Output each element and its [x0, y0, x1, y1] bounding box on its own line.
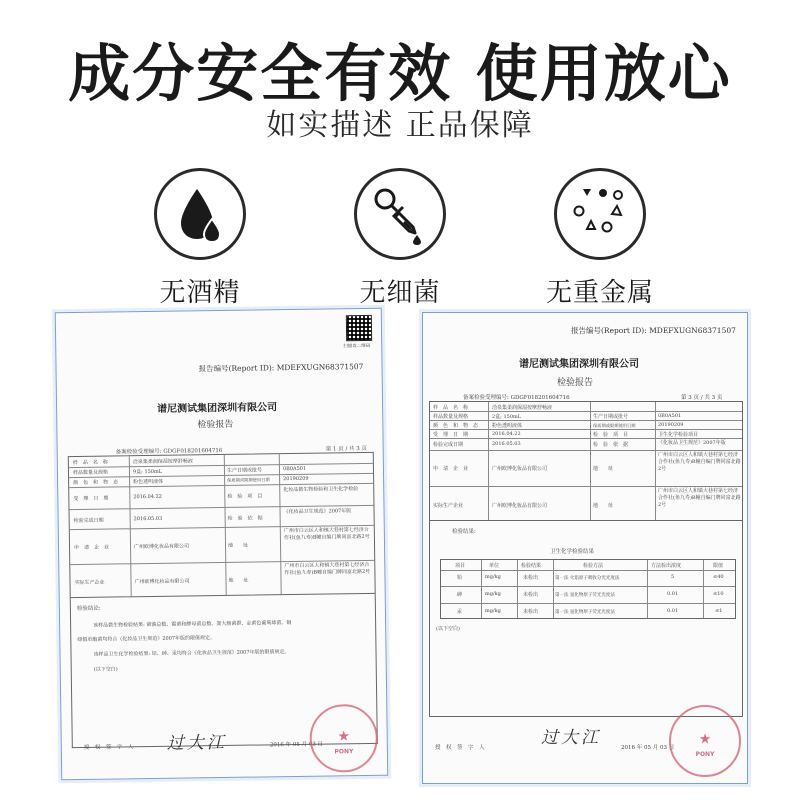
- result-box: [429, 521, 743, 717]
- conclusion-box: 检验结论: 该样品微生物检验结果: 菌落总数、霉菌和酵母菌总数、粪大肠菌群、金黄色葡萄球菌、铜 绿假单胞菌均符合《化妆品卫生规范》2007年版的限值规定。 该样品卫生化学检验结果: 铅、砷、汞均符合《化妆品卫生规范》2007年版的限值规定。 (以下空白): [70, 594, 378, 748]
- company-name: 谱尼测试集团深圳有限公司: [157, 402, 278, 415]
- feature-label: 无酒精: [159, 278, 241, 308]
- qr-code: [346, 315, 372, 341]
- page-number: 第 3 页 / 共 3 页: [681, 395, 723, 401]
- conclusion-title: 检验结论:: [76, 605, 101, 613]
- blank-note: (以下空白): [436, 626, 460, 632]
- feature-label: 无细菌: [359, 278, 441, 308]
- particles-icon: [554, 168, 646, 260]
- feature-no-bacteria: [330, 168, 470, 309]
- report-page-3: [422, 312, 748, 784]
- report-title: 检验报告: [557, 378, 594, 388]
- official-stamp: ★ PONY: [309, 704, 378, 773]
- page-number: 第 1 页 / 共 3 页: [325, 445, 368, 453]
- results-table: 项目 单位 检验结果 检验方法 方法检出浓度 限值 铅 mg/kg 未检出 第一法 火焰原子吸收分光光度法 5 ≤40 砷 mg/kg 未检出 第一法 氢化物原子荧光光度法 0.01 ≤10 汞 mg/kg 未检出 第一法 氢化物原子荧光光度法 0.01 ≤1: [440, 559, 736, 619]
- star-icon: ★: [337, 728, 351, 745]
- report-page-1: [55, 308, 389, 781]
- report-id: 报告编号(Report ID): MDEFXUGN68371507: [571, 326, 736, 335]
- star-icon: ★: [698, 731, 712, 748]
- feature-no-heavy-metal: [530, 168, 670, 309]
- water-drop-icon: [154, 168, 246, 260]
- signer-label: 授 权 签 字 人: [83, 744, 134, 751]
- record-number: 备案检验受理编号: GDGF018201604716: [463, 395, 570, 401]
- table-title: 卫生化学检验结果: [550, 549, 595, 555]
- signature: 过大江: [166, 732, 227, 754]
- record-number: 备案检验受理编号: GDGF018201604716: [115, 447, 223, 456]
- info-table: 样 品 名 称 洽泉集柔润保湿按摩舒畅液 样品数量及规格 9盒; 150mL 生产日期或批号 0B0A501 颜 色 和 物 态 粉色透明液体 保质期或限期使用日期 20190209 受 理 日 期 2016.04.22 检 验 项 目 化妆品微生物检验和卫生化学检验 检验完成日期 2016.05.03 检 验 依 据 《化妆品卫生规范》2007年版 申 请 企 业 广州欧博化妆品有限公司 地 址 广州市白云区人和镇大巷村第七经济合作社(鱼九寿)B幢自编门牌同富北路2号 实际生产企业 广州欧博化妆品有限公司 地 址 广州市白云区人和镇大巷村第七经济合作社(鱼九寿)B幢自编门牌同富北路2号: [68, 452, 376, 598]
- dropper-icon: [354, 168, 446, 260]
- report-id: 报告编号(Report ID): MDEFXUGN68371507: [198, 362, 364, 374]
- feature-no-alcohol: [130, 168, 270, 309]
- feature-label: 无重金属: [545, 278, 654, 308]
- page-headline: 成分安全有效 使用放心: [68, 37, 732, 110]
- signer-label: 授 权 签 字 人: [435, 745, 485, 751]
- qr-caption: 扫描查二维码: [343, 343, 371, 350]
- official-stamp: ★ PONY: [669, 705, 741, 777]
- page-subline: 如实描述 正品保障: [266, 108, 534, 143]
- sign-date: 2016 年 05 月 03 日: [621, 745, 675, 751]
- result-title: 检验结果:: [452, 529, 476, 535]
- report-title: 检验报告: [197, 419, 234, 431]
- sign-date: 2016 年 05 月 03 日: [269, 741, 324, 749]
- signature: 过大江: [541, 728, 601, 748]
- info-table: 样 品 名 称 洽泉集柔润保湿按摩舒畅液 样品数量及规格 2盒; 150mL 生产日期或批号 0B0A501 颜 色 和 物 态 粉色透明液体 保质期或限期使用日期 20190209 受 理 日 期 2016.04.22 检 验 项 目 卫生化学检验项目 检验完成日期 2016.05.03 检 验 依 据 《化妆品卫生规范》2007年版 申 请 企 业 广州欧博化妆品有限公司 地 址 广州市白云区人和镇大巷村第七经济合作社(鱼九寿)B幢自编门牌同富北路2号 实际生产企业 广州欧博化妆品有限公司 地 址 广州市白云区人和镇大巷村第七经济合作社(鱼九寿)B幢自编门牌同富北路2号: [429, 401, 743, 521]
- company-name: 谱尼测试集团深圳有限公司: [519, 359, 639, 370]
